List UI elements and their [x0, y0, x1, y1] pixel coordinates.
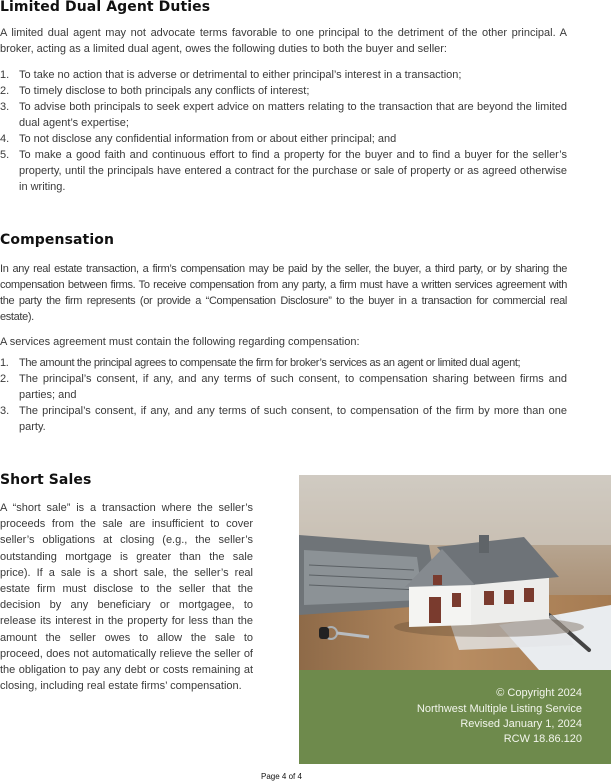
- list-item: [0, 371, 567, 403]
- house-photo: [299, 475, 611, 670]
- list-number: 2.: [0, 373, 10, 385]
- list-item: [0, 67, 567, 83]
- list-number: 4.: [0, 133, 10, 145]
- rcw-reference: RCW 18.86.120: [503, 733, 582, 745]
- short-sales-heading: Short Sales: [0, 472, 92, 488]
- copyright-line: © Copyright 2024: [496, 687, 582, 699]
- list-item: [0, 83, 567, 99]
- list-number: 3.: [0, 405, 10, 417]
- duties-intro: A limited dual agent may not advocate terms favorable to one principal to the detriment of the other principal. A broker, acting as a limited dual agent, owes the following duties to both the buyer and seller:: [0, 27, 567, 55]
- list-item: [0, 147, 567, 195]
- list-item: [0, 403, 567, 435]
- duties-heading: Limited Dual Agent Duties: [0, 0, 211, 15]
- list-number: 1.: [0, 69, 10, 81]
- list-text: The amount the principal agrees to compensate the firm for broker’s services as an agent or limited dual agent;: [19, 357, 521, 369]
- list-item: [0, 131, 567, 147]
- short-sales-text: A “short sale” is a transaction where the seller’s proceeds from the sale are insufficient to cover seller’s obligations at closing (e.g., the seller’s outstanding mortgage is greater than the sale price). If a sale is a short sale, the seller’s real estate firm must disclose to the seller that the decision by any beneficiary or mortgagee, to release its interest in the property for less than the amount the seller owes to allow the sale to proceed, does not automatically relieve the seller of the obligation to pay any debt or costs remaining at closing, including real estate firms’ compensation.: [0, 502, 253, 693]
- list-text: The principal’s consent, if any, and any terms of such consent, to compensation sharing between firms and parties; and: [19, 373, 567, 401]
- compensation-list: [0, 355, 567, 435]
- list-number: 5.: [0, 149, 10, 161]
- list-text: To advise both principals to seek expert advice on matters relating to the transaction that are beyond the limited dual agent’s expertise;: [19, 101, 567, 129]
- page-number: Page 4 of 4: [261, 772, 302, 781]
- list-text: To not disclose any confidential information from or about either principal; and: [19, 133, 397, 145]
- copyright-box: [299, 670, 611, 764]
- list-number: 2.: [0, 85, 10, 97]
- house-model-illustration: [299, 475, 611, 670]
- compensation-intro: In any real estate transaction, a firm’s compensation may be paid by the seller, the buyer, a third party, or by sharing the compensation between firms. To receive compensation from any party, a firm must have a written services agreement with the party the firm represents (or provide a “Compensation Disclosure” to the buyer in a transaction for commercial real estate).: [0, 263, 567, 323]
- list-text: The principal’s consent, if any, and any terms of such consent, to compensation of the firm by more than one party.: [19, 405, 567, 433]
- copyright-organization: Northwest Multiple Listing Service: [416, 703, 582, 715]
- list-text: To take no action that is adverse or detrimental to either principal’s interest in a transaction;: [19, 69, 462, 81]
- list-number: 1.: [0, 357, 9, 369]
- list-text: To timely disclose to both principals any conflicts of interest;: [19, 85, 310, 97]
- compensation-heading: Compensation: [0, 232, 115, 248]
- list-number: 3.: [0, 101, 10, 113]
- list-item: [0, 99, 567, 131]
- compensation-lead: A services agreement must contain the following regarding compensation:: [0, 336, 360, 348]
- revision-date: Revised January 1, 2024: [460, 718, 582, 730]
- list-item: [0, 355, 567, 371]
- list-text: To make a good faith and continuous effort to find a property for the buyer and to find a buyer for the seller’s property, until the principals have entered a contract for the purchase or sale of property or as agreed otherwise in writing.: [19, 149, 567, 193]
- duties-list: [0, 67, 567, 195]
